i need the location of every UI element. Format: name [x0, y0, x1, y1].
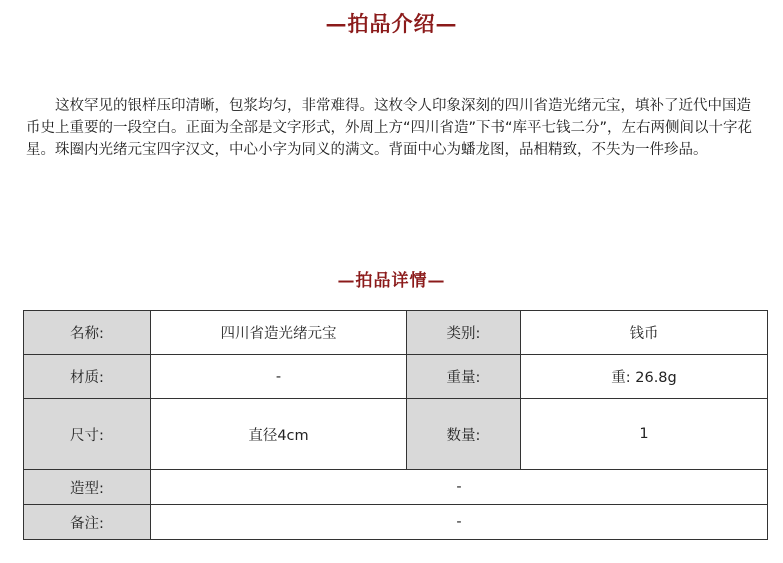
quantity-label: 数量:	[407, 399, 521, 470]
intro-paragraph: 这枚罕见的银样压印清晰，包浆均匀，非常难得。这枚令人印象深刻的四川省造光绪元宝，填补了近代中国造币史上重要的一段空白。正面为全部是文字形式，外周上方“四川省造”下书“库平七钱二分”，左右两侧间以十字花星。珠圈内光绪元宝四字汉文，中心小字为同义的满文。背面中心为蟠龙图，品相精致，不失为一件珍品。	[26, 98, 753, 158]
weight-value: 重: 26.8g	[521, 355, 768, 399]
material-value: -	[151, 355, 407, 399]
shape-value: -	[151, 470, 768, 505]
intro-section-title: —拍品介绍—	[325, 11, 458, 36]
details-table	[23, 310, 768, 540]
size-value: 直径4cm	[151, 399, 407, 470]
name-value: 四川省造光绪元宝	[151, 311, 407, 355]
name-label: 名称:	[24, 311, 151, 355]
quantity-value: 1	[521, 399, 768, 470]
material-label: 材质:	[24, 355, 151, 399]
weight-label: 重量:	[407, 355, 521, 399]
table-row	[24, 470, 768, 505]
table-row	[24, 399, 768, 470]
size-label: 尺寸:	[24, 399, 151, 470]
category-value: 钱币	[521, 311, 768, 355]
details-section-title: —拍品详情—	[337, 271, 446, 291]
table-row	[24, 505, 768, 540]
remark-label: 备注:	[24, 505, 151, 540]
remark-value: -	[151, 505, 768, 540]
table-row	[24, 355, 768, 399]
shape-label: 造型:	[24, 470, 151, 505]
table-row	[24, 311, 768, 355]
category-label: 类别:	[407, 311, 521, 355]
